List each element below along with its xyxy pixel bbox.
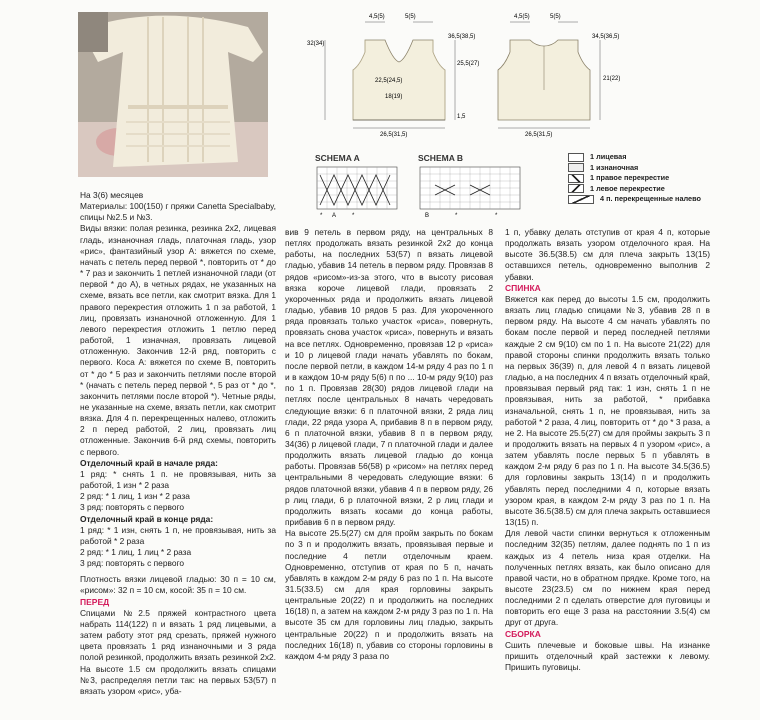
back-text: Вяжется как перед до высоты 1.5 см, продолжить вязать лиц гладью спицами №3, убавив 28 п в первом ряду. На высоте 4 см начать убавлять по бокам после первой и перед последней петлями каждые 2 см 9(10) см по 1 п. На высоте 21(22) для правой стороны спинки продолжить вязать только на первых 36(39) п, для левой 4 п вязать лицевой гладью, а на последних 4 п вязать отделочный край, провязывая первый ряд так: 1 изн, снять 1 п не провязывая, нить за работой, * прибавка изначальной, снять 1 п, не провязывая, нить за работой * 2 раза, 4 лиц, повторить от * до * 3 раза, а не 2. На высоте 25.5(27) см для проймы закрыть 3 п и продолжить вязать на первых 4 п узором «рис», а затем убавлять после первых 5 п убавлять в каждом 2-м ряду 6 раз по 1 п. На высоте 34.5(36.5) для горловины закрыть 13(14) п и продолжить убавлять перед последними 4 п, которые вязать узором края, в каждом 2-м ряду 3 раз по 1 п. На высоте 36.5(38.5) см для плеча закрыть оставшиеся 13(15) п.	[505, 293, 710, 528]
back-heading: СПИНКА	[505, 282, 541, 293]
back-width-label: 26,5(31,5)	[525, 132, 553, 138]
column-2	[285, 227, 493, 662]
front-top-label: 4,5(5)	[369, 14, 385, 20]
front-h2-label: 25,5(27)	[457, 61, 480, 67]
front-schematic	[305, 10, 495, 140]
front-w2-label: 18(19)	[385, 94, 403, 100]
legend-item: 1 изнаночная	[568, 163, 701, 174]
knit-symbol	[568, 153, 584, 162]
schema-b-grid	[415, 165, 525, 220]
column-3	[505, 227, 710, 673]
col3-text: 1 п, убавку делать отступив от края 4 п, которые продолжать вязать узором отделочного края. На высоте 36.5(38.5) см для плеча закрыть 13(15) оставшихся петель, одновременно выполнив 2 убавки.	[505, 227, 710, 282]
front-text: Спицами №2.5 пряжей контрастного цвета набрать 114(122) п и вязать 1 ряд лицевыми, а затем работу этот ряд срезать, пряжей нужного цвета провязать 1 ряд изнаночными и 3 ряда полой резинкой, продолжить вязать резинкой 2x2. На высоте 1.5 см продолжить вязать спицами №3, распределяя петли так: на первых 53(57) п вязать узором «рис», уба-	[80, 607, 276, 696]
size-line: На 3(6) месяцев	[80, 190, 144, 200]
schema-a-star2: *	[352, 213, 355, 219]
four-cross-symbol	[568, 195, 594, 204]
edge-start-row3: 3 ряд: повторять с первого	[80, 502, 185, 513]
purl-symbol	[568, 163, 584, 172]
back-gap-label: 5(5)	[550, 14, 561, 20]
back-total-label: 34,5(36,5)	[592, 34, 620, 40]
schema-b-star1: *	[455, 213, 458, 219]
schema-b-title: SCHEMA B	[418, 153, 464, 163]
schema-a-title: SCHEMA A	[315, 153, 360, 163]
edge-end-row3: 3 ряд: повторять с первого	[80, 558, 185, 569]
gauge: Плотность вязки лицевой гладью: 30 п = 10 см, «рисом»: 32 п = 10 см, косой: 35 п = 10 см.	[80, 574, 276, 596]
edge-end-title: Отделочный край в конце ряда:	[80, 513, 214, 524]
legend-item: 1 лицевая	[568, 152, 701, 163]
legend-item: 1 левое перекрестие	[568, 184, 701, 195]
front-h3-label: 1,5	[457, 114, 466, 120]
schema-a-label: А	[332, 213, 337, 219]
edge-end-row2: 2 ряд: * 1 лиц, 1 лиц * 2 раза	[80, 547, 192, 557]
stitch-types: Виды вязки: полая резинка, резинка 2x2, лицевая гладь, изнаночная гладь, платочная гладь, узор «рис», фантазийный узор А: вяжется по схеме, начать с петель перед первой *, повторить от * до * 7 раз и закончить 1 петлей изнаночной глади (от первой * до А), в четных рядах, не указанных на схеме, вязать все петли, как смотрит вязка. Для 1 правого перекрестия отложить 1 п за работой, 1 лиц, провязать изнаночной отложенную. Для 1 левого перекрестия отложить 1 петлю перед работой, 1 изначная, провязать лицевой отложенную. Закончив 12-й ряд, повторить с первого. Коса А: вяжется по схеме В, повторить от * до * 5 раз и закончить петлями после второй * (начать с петель перед первой *, 5 раз от * до *, закончить петлями после второй *). Четные ряды, не указанные на схеме, вязать петли, как смотрит вязка. Для 4 п. перекрещенных налево, отложить 2 п перед работой, 2 лиц, провязать лиц отложенные. Закончив 6-й ряд схемы, повторить с первого.	[80, 223, 276, 457]
schema-b-label: В	[425, 213, 430, 219]
legend-item: 4 п. перекрещенные налево	[568, 194, 701, 205]
front-heading: ПЕРЕД	[80, 596, 110, 607]
schema-b-star2: *	[495, 213, 498, 219]
assembly-text: Сшить плечевые и боковые швы. На изнанке пришить отделочный край застежки к левому. Пришить пуговицы.	[505, 639, 710, 673]
back-left-text: Для левой части спинки вернуться к отложенным последним 32(35) петлям, далее поднять по 1 п из каждых из 4 петель низа края отделки. На полученных петлях вязать, как было описано для правой части, но в обратном прядке. Кроме того, на высоте 23(23.5) см по нижнем края перед последними 2 п сделать отверстие для пуговицы и повторить его еще 3 раза на расстоянии 3.5(4) см друг от друга.	[505, 528, 710, 628]
front-total-label: 36,5(38,5)	[448, 34, 476, 40]
schema-a-grid	[312, 165, 407, 220]
edge-end-row1: 1 ряд: * 1 изн, снять 1 п, не провязывая, нить за работой * 2 раза	[80, 524, 276, 546]
stitch-legend	[568, 152, 701, 205]
col2-text: вив 9 петель в первом ряду, на центральных 8 петлях продолжать вязать резинкой 2x2 до конца работы, на последних 53(57) п вязать лицевой гладью, убавив 14 петель в первом ряду. Провязав 8 рядов «рисом»-из-за этого, что в высоту рисовая вязка короче лицевой глади, провязать 2 укороченных ряда и продолжить вязать лицевой гладью, убавив 10 рядов 5 раз. Для укороченного ряда провязать только участок «риса», повернуть, провязать снова участок «риса», повернуть и вязать на все петлях. Одновременно, провязав 12 р «риса» и 10 р лицевой глади начать убавлять по бокам, после первой петли, в каждом 14-м ряду 4 раз по 1 п и в каждом 10-м ряду 5(6) п по ... 10-м ряду 9(10) раз по 1 п. Провязав 28(30) рядов лицевой глади на петлях после центральных 8 начать чередовать следующие вязки: 6 п платочной вязки, 2 ряда лиц глади, 22 ряда узора А, прибавив 8 п в первом ряду, 6 п платочной вязки, убавив 8 п в первом ряду, 34(36) р лицевой глади, 7 п платочной глади и далее продолжить вязать лицевой гладью до конца работы. Провязав 56(58) р «рисом» на петлях перед центральными 8 чередовать следующие вязки: 6 рядов платочной вязки, убавив 4 п в первом ряду, 26 р лиц глади, 6 р платочной вязки, 2 р лиц глади и продолжить вязать косами до конца работы, прибавив 6 п в первом ряду.	[285, 227, 493, 528]
assembly-heading: СБОРКА	[505, 628, 541, 639]
right-cross-symbol	[568, 174, 584, 183]
back-top-label: 4,5(5)	[514, 14, 530, 20]
left-cross-symbol	[568, 184, 584, 193]
back-schematic	[480, 10, 630, 140]
front-h1-label: 22,5(24,5)	[375, 78, 403, 84]
edge-start-title: Отделочный край в начале ряда:	[80, 457, 218, 468]
schema-a-star1: *	[320, 213, 323, 219]
column-1	[80, 190, 276, 697]
col2-armhole: На высоте 25.5(27) см для пройм закрыть по бокам по 3 п и продолжить вязать, провязывая первые и последние 4 петли отделочным краем. Одновременно, отступив от края по 5 п, начать убавлять в каждом 2-м ряду 6 раз по 1 п. На высоте 31.5(33.5) см для края горловины закрыть центральные 20(22) п и продолжить на последних 16(18) п, а затем на каждом 2-м ряду 3 раз по 1 п. На высоте 35 см для горловины лиц гладью, закрыть центральные 20(22) п и продолжить вязать на последних 16(18) п, убавив со стороны горловины в каждом 4-м ряду 3 раза по	[285, 528, 493, 661]
edge-start-row1: 1 ряд: * снять 1 п. не провязывая, нить за работой, 1 изн * 2 раза	[80, 468, 276, 491]
back-h-label: 21(22)	[603, 76, 621, 82]
front-gap-label: 5(5)	[405, 14, 416, 20]
edge-start-row2: 2 ряд: * 1 лиц, 1 изн * 2 раза	[80, 491, 190, 502]
front-width-label: 26,5(31,5)	[380, 132, 408, 138]
dress-photo	[78, 12, 268, 177]
legend-item: 1 правое перекрестие	[568, 173, 701, 184]
materials: Материалы: 100(150) г пряжи Canetta Specialbaby, спицы №2.5 и №3.	[80, 201, 276, 223]
front-side-label: 32(34)	[307, 41, 325, 47]
